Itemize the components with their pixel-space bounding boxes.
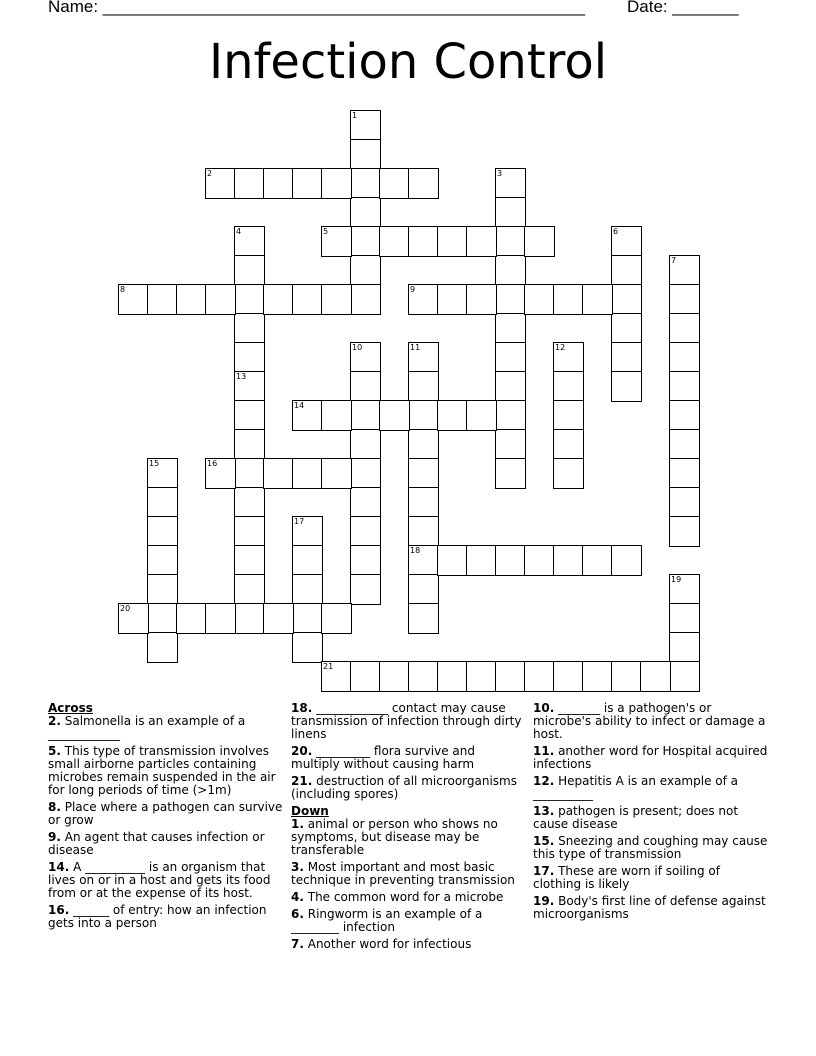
grid-cell[interactable] (669, 429, 700, 460)
clue: 18. ____________ contact may cause transmission of infection through dirty linens (291, 701, 522, 741)
clue-number: 9 (410, 285, 416, 294)
clue-number: 6 (613, 227, 619, 236)
grid-cell[interactable] (234, 574, 265, 605)
grid-cell[interactable] (582, 545, 613, 576)
grid-cell[interactable] (611, 661, 642, 692)
grid-cell[interactable] (147, 603, 178, 634)
grid-cell[interactable] (495, 661, 526, 692)
clue: 16. ______ of entry: how an infection gets into a person (48, 903, 267, 930)
grid-cell[interactable] (640, 661, 671, 692)
clue: 12. Hepatitis A is an example of a __________ (533, 774, 738, 801)
grid-cell[interactable] (350, 226, 381, 257)
clue-number: 12 (555, 343, 566, 352)
grid-cell[interactable] (408, 226, 439, 257)
grid-cell[interactable] (147, 516, 178, 547)
clue-number: 4 (236, 227, 242, 236)
grid-cell[interactable] (321, 400, 352, 431)
grid-cell[interactable] (350, 371, 381, 402)
grid-cell[interactable] (379, 400, 410, 431)
grid-cell[interactable] (350, 429, 381, 460)
grid-cell[interactable] (234, 284, 265, 315)
grid-cell[interactable] (495, 313, 526, 344)
clue-number: 11 (410, 343, 421, 352)
grid-cell[interactable] (669, 487, 700, 518)
grid-cell[interactable] (350, 545, 381, 576)
page-title: Infection Control (208, 34, 608, 90)
grid-cell[interactable] (611, 313, 642, 344)
grid-cell[interactable] (147, 487, 178, 518)
clue-number: 18 (410, 546, 421, 555)
grid-cell[interactable] (350, 400, 381, 431)
clue: 10. _______ is a pathogen's or microbe's ability to infect or damage a host. (533, 701, 766, 741)
grid-cell[interactable] (234, 313, 265, 344)
grid-cell[interactable] (408, 429, 439, 460)
grid-cell[interactable] (234, 168, 265, 199)
grid-cell[interactable] (495, 197, 526, 228)
grid-cell[interactable] (669, 284, 700, 315)
date-field[interactable]: Date: _______ (627, 0, 739, 16)
clues-col-1 (48, 702, 284, 934)
grid-cell[interactable] (582, 284, 613, 315)
grid-cell[interactable] (466, 661, 497, 692)
grid-cell[interactable] (524, 545, 555, 576)
grid-cell[interactable] (147, 574, 178, 605)
grid-cell[interactable] (466, 545, 497, 576)
clue: 7. Another word for infectious (291, 937, 472, 951)
grid-cell[interactable] (292, 458, 323, 489)
grid-cell[interactable] (553, 400, 584, 431)
grid-cell[interactable] (553, 371, 584, 402)
grid-cell[interactable] (495, 429, 526, 460)
grid-cell[interactable] (611, 342, 642, 373)
grid-cell[interactable] (379, 168, 410, 199)
grid-cell[interactable] (495, 400, 526, 431)
clue: 1. animal or person who shows no symptoms, but disease may be transferable (291, 817, 498, 857)
grid-cell[interactable] (147, 284, 178, 315)
clues-col-2 (291, 702, 527, 955)
grid-cell[interactable] (553, 661, 584, 692)
grid-cell[interactable] (669, 632, 700, 663)
clue: 6. Ringworm is an example of a ________ infection (291, 907, 483, 934)
grid-cell[interactable] (234, 342, 265, 373)
clue-number: 16 (207, 459, 218, 468)
grid-cell[interactable] (234, 458, 265, 489)
grid-cell[interactable] (234, 487, 265, 518)
grid-cell[interactable] (466, 284, 497, 315)
grid-cell[interactable] (321, 168, 352, 199)
clues-col-3 (533, 702, 769, 925)
grid-cell[interactable] (669, 603, 700, 634)
clue-number: 3 (497, 169, 503, 178)
grid-cell[interactable] (234, 603, 265, 634)
grid-cell[interactable] (350, 197, 381, 228)
grid-cell[interactable] (350, 458, 381, 489)
clue: 21. destruction of all microorganisms (including spores) (291, 774, 517, 801)
grid-cell[interactable] (350, 487, 381, 518)
grid-cell[interactable] (437, 284, 468, 315)
grid-cell[interactable] (408, 458, 439, 489)
grid-cell[interactable] (495, 458, 526, 489)
grid-cell[interactable] (292, 168, 323, 199)
clue: 17. These are worn if soiling of clothing is likely (533, 864, 720, 891)
clue: 19. Body's first line of defense against microorganisms (533, 894, 766, 921)
grid-cell[interactable] (234, 429, 265, 460)
grid-cell[interactable] (495, 226, 526, 257)
clue: 14. A __________ is an organism that lives on or in a host and gets its food from or at the expense of its host. (48, 860, 271, 900)
grid-cell[interactable] (582, 661, 613, 692)
clue: 11. another word for Hospital acquired infections (533, 744, 768, 771)
clue-number: 21 (323, 662, 334, 671)
grid-cell[interactable] (176, 603, 207, 634)
clue-number: 8 (120, 285, 126, 294)
grid-cell[interactable] (176, 284, 207, 315)
clue: 20. _________ flora survive and multiply without causing harm (291, 744, 475, 771)
grid-cell[interactable] (408, 516, 439, 547)
grid-cell[interactable] (379, 661, 410, 692)
grid-cell[interactable] (350, 139, 381, 170)
grid-cell[interactable] (437, 226, 468, 257)
grid-cell[interactable] (553, 458, 584, 489)
grid-cell[interactable] (408, 400, 439, 431)
grid-cell[interactable] (669, 342, 700, 373)
grid-cell[interactable] (437, 400, 468, 431)
grid-cell[interactable] (321, 284, 352, 315)
name-field[interactable]: Name: ___________________________________________________ (48, 0, 585, 16)
clue-number: 13 (236, 372, 247, 381)
clue-number: 5 (323, 227, 329, 236)
clue-number: 17 (294, 517, 305, 526)
clue-number: 15 (149, 459, 160, 468)
clue: 3. Most important and most basic technique in preventing transmission (291, 860, 515, 887)
clue-number: 20 (120, 604, 131, 613)
grid-cell[interactable] (408, 371, 439, 402)
grid-cell[interactable] (234, 255, 265, 286)
grid-cell[interactable] (669, 400, 700, 431)
grid-cell[interactable] (321, 603, 352, 634)
clue-number: 7 (671, 256, 677, 265)
grid-cell[interactable] (292, 632, 323, 663)
grid-cell[interactable] (495, 342, 526, 373)
grid-cell[interactable] (350, 661, 381, 692)
grid-cell[interactable] (234, 516, 265, 547)
grid-cell[interactable] (466, 226, 497, 257)
grid-cell[interactable] (263, 603, 294, 634)
grid-cell[interactable] (611, 284, 642, 315)
grid-cell[interactable] (466, 400, 497, 431)
grid-cell[interactable] (669, 661, 700, 692)
grid-cell[interactable] (524, 661, 555, 692)
clue-number: 14 (294, 401, 305, 410)
grid-cell[interactable] (669, 516, 700, 547)
grid-cell[interactable] (408, 603, 439, 634)
grid-cell[interactable] (292, 574, 323, 605)
grid-cell[interactable] (379, 226, 410, 257)
grid-cell[interactable] (234, 400, 265, 431)
clue: 8. Place where a pathogen can survive or grow (48, 800, 283, 827)
clue-number: 1 (352, 111, 358, 120)
grid-cell[interactable] (553, 429, 584, 460)
grid-cell[interactable] (321, 458, 352, 489)
grid-cell[interactable] (234, 545, 265, 576)
grid-cell[interactable] (553, 284, 584, 315)
clue-number: 19 (671, 575, 682, 584)
grid-cell[interactable] (669, 313, 700, 344)
grid-cell[interactable] (263, 168, 294, 199)
grid-cell[interactable] (524, 284, 555, 315)
grid-cell[interactable] (350, 284, 381, 315)
grid-cell[interactable] (350, 168, 381, 199)
grid-cell[interactable] (292, 603, 323, 634)
grid-cell[interactable] (292, 545, 323, 576)
grid-cell[interactable] (611, 545, 642, 576)
grid-cell[interactable] (350, 574, 381, 605)
clue: 15. Sneezing and coughing may cause this type of transmission (533, 834, 768, 861)
grid-cell[interactable] (611, 255, 642, 286)
clue-number: 10 (352, 343, 363, 352)
clue: 9. An agent that causes infection or disease (48, 830, 265, 857)
grid-cell[interactable] (147, 545, 178, 576)
grid-cell[interactable] (495, 371, 526, 402)
grid-cell[interactable] (292, 284, 323, 315)
grid-cell[interactable] (669, 458, 700, 489)
grid-cell[interactable] (408, 574, 439, 605)
grid-cell[interactable] (147, 632, 178, 663)
grid-cell[interactable] (669, 371, 700, 402)
grid-cell[interactable] (263, 284, 294, 315)
grid-cell[interactable] (408, 661, 439, 692)
clue: 13. pathogen is present; does not cause disease (533, 804, 739, 831)
grid-cell[interactable] (350, 255, 381, 286)
down-heading: Down (291, 804, 329, 818)
grid-cell[interactable] (205, 603, 236, 634)
across-heading: Across (48, 701, 93, 715)
grid-cell[interactable] (437, 545, 468, 576)
clue: 4. The common word for a microbe (291, 890, 504, 904)
clue: 2. Salmonella is an example of a ____________ (48, 714, 246, 741)
grid-cell[interactable] (495, 284, 526, 315)
grid-cell[interactable] (553, 545, 584, 576)
grid-cell[interactable] (263, 458, 294, 489)
grid-cell[interactable] (408, 487, 439, 518)
grid-cell[interactable] (437, 661, 468, 692)
grid-cell[interactable] (408, 168, 439, 199)
clue: 5. This type of transmission involves small airborne particles containing microbes remain suspended in the air for long periods of time (>1m) (48, 744, 276, 797)
grid-cell[interactable] (350, 516, 381, 547)
grid-cell[interactable] (611, 371, 642, 402)
grid-cell[interactable] (495, 255, 526, 286)
grid-cell[interactable] (524, 226, 555, 257)
grid-cell[interactable] (495, 545, 526, 576)
clue-number: 2 (207, 169, 213, 178)
grid-cell[interactable] (205, 284, 236, 315)
